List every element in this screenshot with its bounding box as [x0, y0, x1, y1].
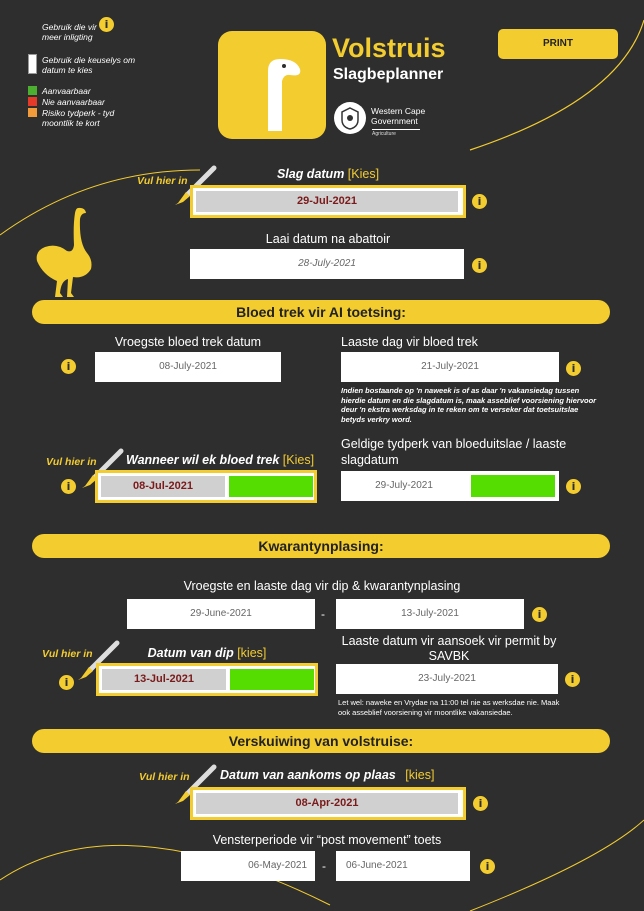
fill-in-hint: Vul hier in — [42, 648, 93, 660]
app-subtitle: Slagbeplanner — [333, 66, 444, 83]
legend-dropdown-text: Gebruik die keuselys om datum te kies — [42, 55, 136, 75]
last-blood-label: Laaste dag vir bloed trek — [341, 335, 478, 349]
relocation-section-banner: Verskuiwing van volstruise: — [32, 729, 610, 753]
dip-range-to: 13-July-2021 — [336, 599, 524, 629]
when-blood-label-text: Wanneer wil ek bloed trek — [126, 453, 280, 467]
arrival-date-value: 08-Apr-2021 — [196, 793, 458, 814]
info-icon[interactable]: i — [59, 675, 74, 690]
slaughter-date-label — [190, 167, 466, 181]
earliest-blood-label: Vroegste bloed trek datum — [114, 335, 262, 349]
valid-period-field — [341, 471, 559, 501]
available-status-bar — [229, 476, 313, 497]
abattoir-date-label: Laai datum na abattoir — [265, 232, 391, 246]
risk-swatch — [28, 108, 37, 117]
legend-unavailable: Nie aanvaarbaar — [42, 97, 105, 107]
slaughter-date-select[interactable] — [190, 185, 466, 218]
info-icon[interactable]: i — [566, 361, 581, 376]
ostrich-icon — [33, 205, 123, 300]
gov-dept: Agriculture — [372, 131, 396, 137]
dropdown-icon — [28, 54, 37, 74]
arrival-date-select[interactable] — [190, 787, 466, 820]
blood-section-banner: Bloed trek vir AI toetsing: — [32, 300, 610, 324]
info-icon[interactable]: i — [473, 796, 488, 811]
slaughter-date-value: 29-Jul-2021 — [196, 191, 458, 212]
kies-hint: [kies] — [405, 768, 435, 782]
legend-available: Aanvaarbaar — [42, 86, 91, 96]
legend-risk: Risiko tydperk - tyd moontlik te kort — [42, 108, 115, 128]
dip-date-select[interactable] — [96, 663, 318, 696]
app-logo — [218, 31, 326, 139]
when-blood-select[interactable] — [95, 470, 317, 503]
info-icon[interactable]: i — [472, 258, 487, 273]
when-blood-label — [126, 453, 314, 467]
valid-period-label: Geldige tydperk van bloeduitslae / laaste slagdatum — [341, 437, 567, 467]
last-blood-field: 21-July-2021 — [341, 352, 559, 382]
government-crest-icon — [334, 102, 366, 134]
window-period-label: Vensterperiode vir “post movement” toets — [212, 833, 442, 847]
fill-in-hint: Vul hier in — [46, 456, 97, 468]
earliest-blood-field: 08-July-2021 — [95, 352, 281, 382]
slaughter-date-label-text: Slag datum — [276, 167, 345, 181]
dip-date-value: 13-Jul-2021 — [102, 669, 226, 690]
fill-in-hint: Vul hier in — [139, 771, 190, 783]
gov-name — [371, 106, 425, 126]
valid-period-value: 29-July-2021 — [375, 480, 433, 491]
info-icon[interactable]: i — [61, 359, 76, 374]
quarantine-section-banner: Kwarantynplasing: — [32, 534, 610, 558]
unavailable-swatch — [28, 97, 37, 106]
dip-date-label-text: Datum van dip — [147, 646, 234, 660]
available-status-bar — [230, 669, 314, 690]
print-button[interactable]: PRINT — [498, 29, 618, 59]
dip-range-label: Vroegste en laaste dag vir dip & kwarantynplasing — [183, 579, 461, 593]
fill-in-hint: Vul hier in — [137, 175, 188, 187]
info-icon[interactable]: i — [480, 859, 495, 874]
ostrich-head-icon — [218, 31, 326, 139]
info-icon[interactable]: i — [565, 672, 580, 687]
permit-date-label: Laaste datum vir aansoek vir permit by SAVBK — [341, 634, 557, 663]
info-icon[interactable]: i — [566, 479, 581, 494]
blood-note: Indien bostaande op 'n naweek is of as daar 'n vakansiedag tussen hierdie datum en die slagdatum is, maak asseblief voorsiening hiervoor deur 'n ekstra werksdag in te reken om te verseker dat toetsuitslae betyds verkry word. — [341, 386, 597, 424]
available-status-bar — [471, 475, 555, 497]
gov-line2: Government — [371, 116, 418, 126]
info-icon[interactable]: i — [472, 194, 487, 209]
when-blood-value: 08-Jul-2021 — [101, 476, 225, 497]
available-swatch — [28, 86, 37, 95]
window-separator: - — [322, 859, 326, 873]
kies-hint: [Kies] — [282, 453, 315, 467]
range-separator: - — [321, 607, 325, 621]
kies-hint: [kies] — [237, 646, 267, 660]
kies-hint: [Kies] — [347, 167, 380, 181]
info-icon: i — [99, 17, 114, 32]
window-from-field: 06-May-2021 — [181, 851, 315, 881]
permit-note: Let wel: naweke en Vrydae na 11:00 tel nie as werksdae nie. Maak ook asseblief voorsiening vir moontlike vakansiedae. — [338, 698, 560, 717]
abattoir-date-field: 28-July-2021 — [190, 249, 464, 279]
app-title: Volstruis — [332, 33, 446, 63]
gov-divider — [372, 129, 420, 130]
window-to-field: 06-June-2021 — [336, 851, 470, 881]
permit-date-field: 23-July-2021 — [336, 664, 558, 694]
arrival-date-label — [220, 768, 434, 782]
dip-range-from: 29-June-2021 — [127, 599, 315, 629]
legend-info-text: Gebruik die vir meer inligting — [42, 22, 97, 42]
gov-line1: Western Cape — [371, 106, 426, 116]
arrival-date-label-text: Datum van aankoms op plaas — [220, 768, 396, 782]
dip-date-label — [96, 646, 318, 660]
info-icon[interactable]: i — [532, 607, 547, 622]
info-icon[interactable]: i — [61, 479, 76, 494]
